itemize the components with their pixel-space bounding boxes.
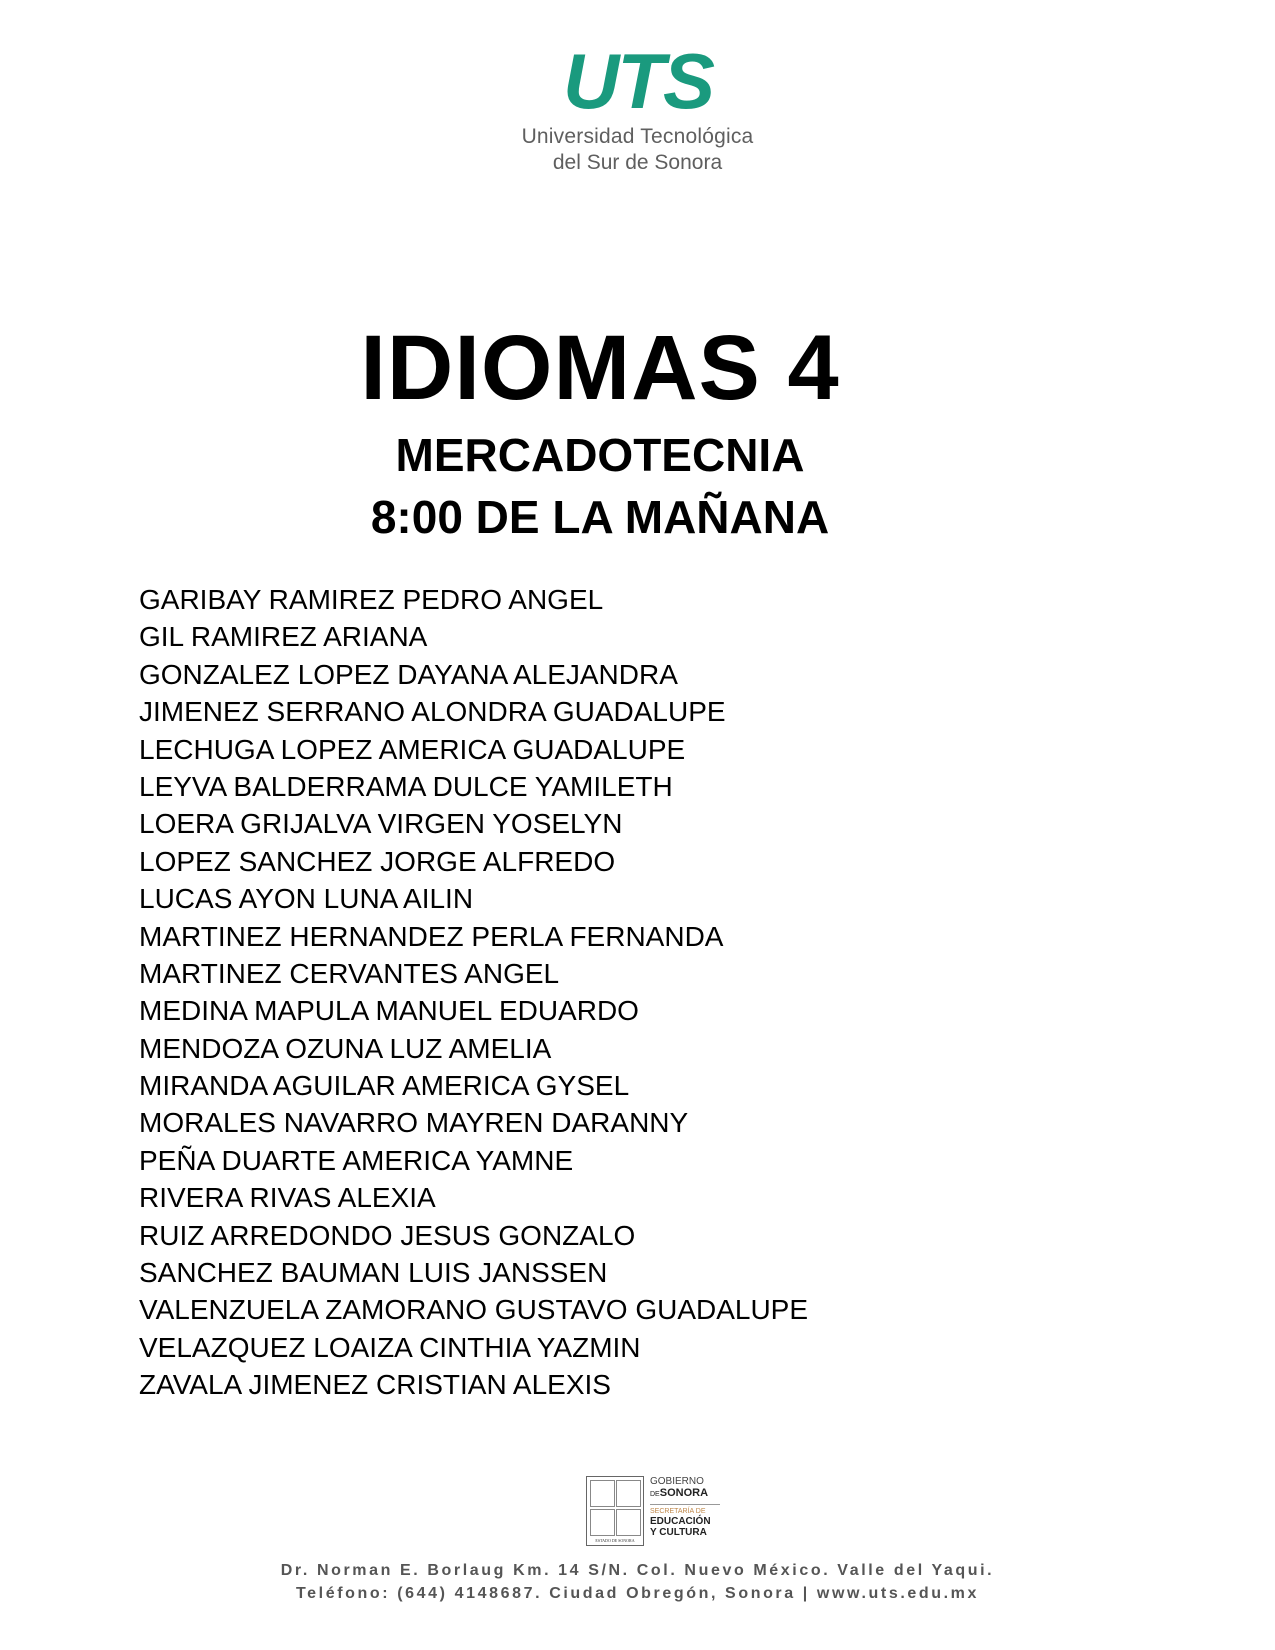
footer-address: Dr. Norman E. Borlaug Km. 14 S/N. Col. Nuevo México. Valle del Yaqui. <box>280 1562 995 1579</box>
student-name: VELAZQUEZ LOAIZA CINTHIA YAZMIN <box>139 1331 641 1363</box>
logo-mark-text: UTS <box>562 48 713 118</box>
student-name: MARTINEZ CERVANTES ANGEL <box>139 957 560 989</box>
gobierno-label: GOBIERNO <box>650 1476 704 1487</box>
state-shield-icon <box>586 1476 644 1546</box>
student-name: RUIZ ARREDONDO JESUS GONZALO <box>139 1219 636 1251</box>
student-name: LOPEZ SANCHEZ JORGE ALFREDO <box>139 845 616 877</box>
student-name: MEDINA MAPULA MANUEL EDUARDO <box>139 995 639 1027</box>
student-name: RIVERA RIVAS ALEXIA <box>139 1182 436 1214</box>
divider <box>650 1504 720 1505</box>
schedule-time: 8:00 DE LA MAÑANA <box>370 491 830 543</box>
student-name: PEÑA DUARTE AMERICA YAMNE <box>139 1144 574 1176</box>
student-name: LECHUGA LOPEZ AMERICA GUADALUPE <box>139 733 686 765</box>
student-name: LEYVA BALDERRAMA DULCE YAMILETH <box>139 770 673 802</box>
program-subtitle: MERCADOTECNIA <box>395 429 805 481</box>
student-name: LUCAS AYON LUNA AILIN <box>139 883 474 915</box>
student-name: SANCHEZ BAUMAN LUIS JANSSEN <box>139 1257 608 1289</box>
educacion-label: EDUCACIÓN <box>650 1516 711 1527</box>
student-name: MENDOZA OZUNA LUZ AMELIA <box>139 1032 552 1064</box>
logo-university-name-line2: del Sur de Sonora <box>552 151 723 174</box>
student-name: ZAVALA JIMENEZ CRISTIAN ALEXIS <box>139 1369 611 1401</box>
secretaria-label: SECRETARÍA DE <box>650 1508 706 1515</box>
student-name-list <box>139 581 808 1404</box>
student-name: MORALES NAVARRO MAYREN DARANNY <box>139 1107 689 1139</box>
student-name: GARIBAY RAMIREZ PEDRO ANGEL <box>139 584 604 615</box>
university-logo <box>0 48 1275 176</box>
student-name: GIL RAMIREZ ARIANA <box>139 621 428 653</box>
student-name: LOERA GRIJALVA VIRGEN YOSELYN <box>139 808 623 840</box>
student-name: JIMENEZ SERRANO ALONDRA GUADALUPE <box>139 696 726 728</box>
shield-caption: ESTADO DE SONORA <box>595 1538 635 1543</box>
student-name: GONZALEZ LOPEZ DAYANA ALEJANDRA <box>139 658 678 690</box>
government-logo <box>586 1476 726 1548</box>
page-title: IDIOMAS 4 <box>360 317 840 419</box>
cultura-label: Y CULTURA <box>650 1527 707 1538</box>
uts-logo-mark <box>533 48 743 118</box>
student-name: MARTINEZ HERNANDEZ PERLA FERNANDA <box>139 920 724 952</box>
footer-contact: Teléfono: (644) 4148687. Ciudad Obregón, Sonora | www.uts.edu.mx <box>296 1585 979 1602</box>
sonora-label: SONORA <box>659 1487 709 1499</box>
student-name: MIRANDA AGUILAR AMERICA GYSEL <box>139 1070 630 1102</box>
logo-university-name-line1: Universidad Tecnológica <box>521 125 754 148</box>
student-name: VALENZUELA ZAMORANO GUSTAVO GUADALUPE <box>139 1294 809 1326</box>
de-label: DE <box>650 1491 660 1498</box>
